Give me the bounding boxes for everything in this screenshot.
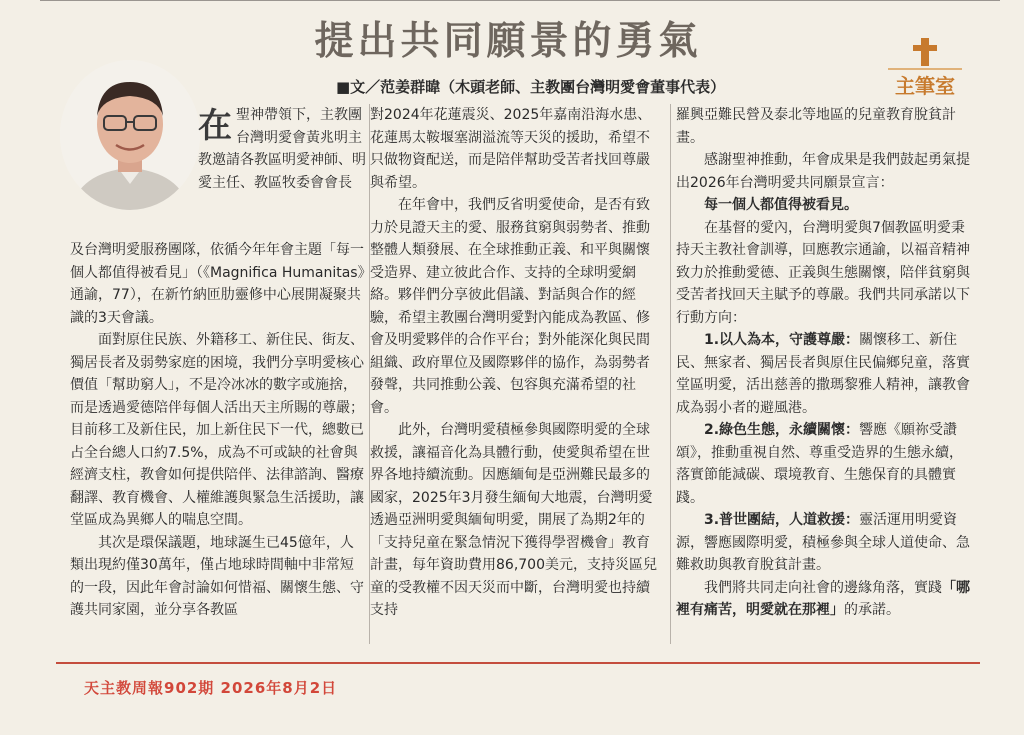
column-3 bbox=[676, 104, 972, 622]
column-divider bbox=[670, 104, 671, 644]
commitment-item-3-heading: 3.普世團結，人道救援： bbox=[704, 512, 860, 528]
first-paragraph-intro bbox=[198, 104, 366, 194]
paragraph-3: 其次是環保議題，地球誕生已45億年，人類出現約僅30萬年，僅占地球時間軸中非常短的一段，因此年會討論如何惜福、關懷生態、守護共同家園，並分享各教區 bbox=[70, 534, 364, 618]
commitment-item-1-heading: 1.以人為本，守護尊嚴： bbox=[704, 332, 860, 348]
paragraph-2: 面對原住民族、外籍移工、新住民、街友、獨居長者及弱勢家庭的困境，我們分享明愛核心價值「幫助窮人」，不是冷冰冰的數字或施捨，而是透過愛德陪伴每個人活出天主所賜的尊嚴；目前移工及新住民，加上新住民下一代，總數已占全台總人口約7.5%，成為不可或缺的社會與經濟支柱，教會如何提供陪伴、法律諮詢、醫療翻譯、教育機會、人權維護與緊急生活援助，讓堂區成為異鄉人的喘息空間。 bbox=[70, 332, 364, 528]
intro-text: 聖神帶領下，主教團台灣明愛會黃兆明主教邀請各教區明愛神師、明愛主任、教區牧委會會長 bbox=[198, 107, 366, 191]
commitment-item-3 bbox=[676, 509, 972, 577]
author-portrait bbox=[60, 60, 200, 210]
top-rule bbox=[40, 0, 1000, 5]
vision-slogan: 每一個人都值得被看見。 bbox=[704, 197, 858, 213]
paragraph-6: 感謝聖神推動，年會成果是我們鼓起勇氣提出2026年台灣明愛共同願景宣言： bbox=[676, 152, 970, 191]
column-badge-label: 主筆室 bbox=[888, 68, 962, 102]
commitment-item-2 bbox=[676, 419, 972, 509]
byline: ■文／范姜群暐（木頭老師、主教團台灣明愛會董事代表） bbox=[336, 78, 726, 96]
commitment-item-1-text: 關懷移工、新住民、無家者、獨居長者與原住民偏鄉兒童，落實堂區明愛，活出慈善的撒瑪黎雅人精神，讓教會成為弱小者的避風港。 bbox=[676, 332, 970, 416]
closing-text: 我們將共同走向社會的邊緣角落，實踐 bbox=[704, 579, 942, 596]
drop-cap: 在 bbox=[198, 106, 232, 146]
paragraph-7: 在基督的愛內，台灣明愛與7個教區明愛秉持天主教社會訓導，回應教宗通諭，以福音精神致力於推動愛德、正義與生態關懷，陪伴貧窮與受苦者找回天主賦予的尊嚴。我們共同承諾以下行動方向： bbox=[676, 219, 970, 326]
cross-icon bbox=[921, 38, 929, 66]
commitment-item-1 bbox=[676, 329, 972, 419]
publication-source: 天主教周報902期 2026年8月2日 bbox=[84, 679, 338, 697]
paragraph-4: 在年會中，我們反省明愛使命，是否有致力於見證天主的愛、服務貧窮與弱勢者、推動整體人類發展、在全球推動正義、和平與關懷受造界、建立彼此合作、支持的全球明愛網絡。夥伴們分享彼此倡議、對話與合作的經驗，希望主教團台灣明愛對內能成為教區、修會及明愛夥伴的合作平台；對外能深化與民間組織、政府單位及國際夥伴的協作，為弱勢者發聲，共同推動公義、包容與充滿希望的社會。 bbox=[370, 197, 650, 416]
paragraph-5: 此外，台灣明愛積極參與國際明愛的全球救援，讓福音化為具體行動，使愛與希望在世界各地持續流動。因應緬甸是亞洲難民最多的國家，2025年3月發生緬甸大地震，台灣明愛透過亞洲明愛與緬甸明愛，開展了為期2年的「支持兒童在緊急情況下獲得學習機會」教育計畫，每年資助費用86,700美元，支持災區兒童的受教權不因天災而中斷，台灣明愛也持續支持 bbox=[370, 422, 657, 618]
column-1 bbox=[70, 239, 366, 622]
commitment-item-3-text: 靈活運用明愛資源，響應國際明愛，積極參與全球人道使命、急難救助與教育脫貧計畫。 bbox=[676, 512, 970, 573]
closing-quote: 「哪裡有痛苦，明愛就在那裡」 bbox=[676, 579, 970, 618]
commitment-item-2-heading: 2.綠色生態，永續關懷： bbox=[704, 422, 860, 438]
column-2 bbox=[370, 104, 662, 622]
column-badge bbox=[888, 38, 962, 102]
footer-rule bbox=[56, 662, 980, 664]
paragraph-1-rest: 及台灣明愛服務團隊，依循今年年會主題「每一個人都值得被看見」（《Magnifica Humanitas》通諭，77），在新竹納匝肋靈修中心展開凝聚共識的3天會議。 bbox=[70, 242, 365, 326]
article-title: 提出共同願景的勇氣 bbox=[314, 18, 702, 64]
commitment-item-2-text: 響應《願祢受讚頌》，推動重視自然、尊重受造界的生態永續，落實節能減碳、環境教育、生態保育的具體實踐。 bbox=[676, 422, 963, 506]
closing-end: 的承諾。 bbox=[844, 602, 900, 618]
paragraph-5-cont: 羅興亞難民營及泰北等地區的兒童教育脫貧計畫。 bbox=[676, 107, 956, 146]
closing-paragraph bbox=[676, 577, 972, 622]
paragraph-3-cont: 對2024年花蓮震災、2025年嘉南沿海水患、花蓮馬太鞍堰塞湖溢流等天災的援助，希望不只做物資配送，而是陪伴幫助受苦者找回尊嚴與希望。 bbox=[370, 107, 652, 191]
